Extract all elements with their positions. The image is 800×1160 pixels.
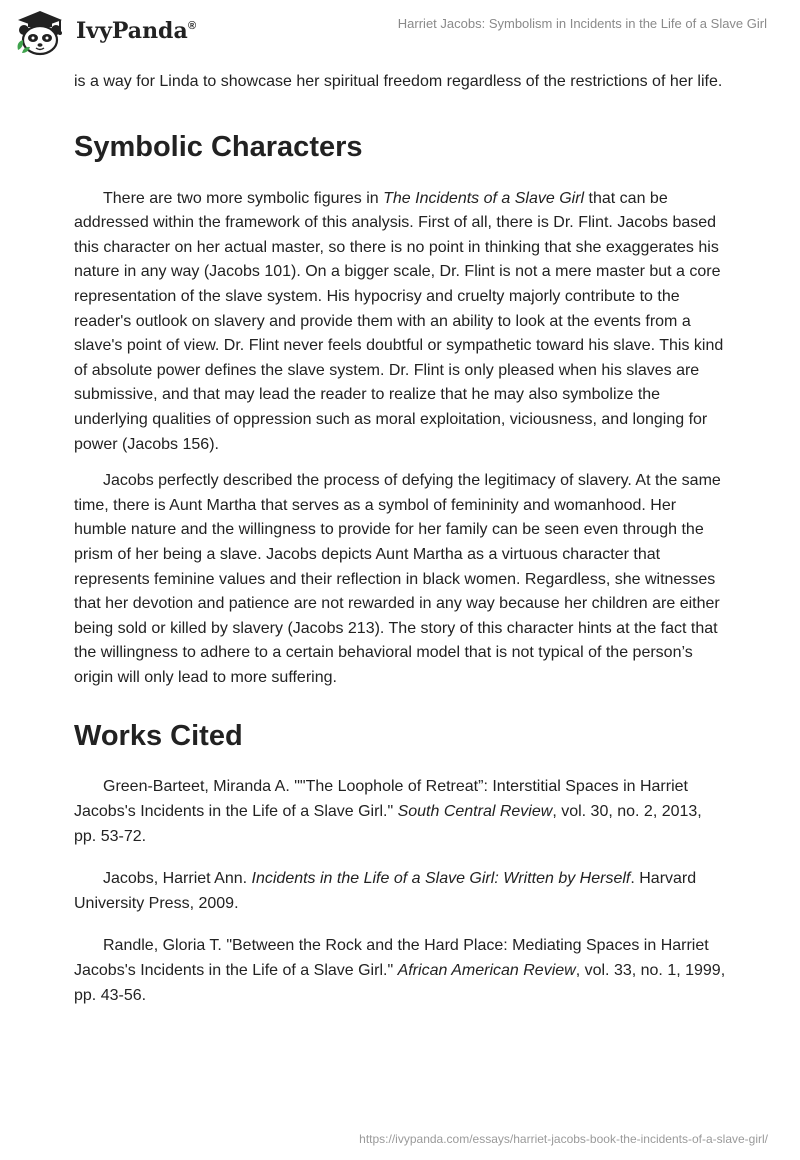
essay-content [74, 70, 726, 1026]
citation-text: , vol. 33, no. 1, 1999, pp. 43-56. [74, 962, 726, 1004]
intro-paragraph: is a way for Linda to showcase her spiritual freedom regardless of the restrictions of her life. [74, 73, 723, 90]
page-header [0, 0, 800, 64]
brand-name: IvyPanda [76, 18, 188, 44]
citation-source-italic: South Central Review [397, 803, 553, 821]
works-cited-entry [74, 775, 726, 849]
registered-mark: ® [188, 20, 197, 32]
heading-works-cited: Works Cited [74, 720, 243, 753]
works-cited-entry [74, 934, 726, 1008]
citation-source-italic: African American Review [397, 962, 576, 980]
text-run: that can be addressed within the framework of this analysis. First of all, there is Dr. Flint. Jacobs based this character on her actual master, so there is no point in thinking that she exaggerates his nature in any way (Jacobs 101). On a bigger scale, Dr. Flint is not a mere master but a core representation of the slave system. His hypocrisy and cruelty majorly contribute to the reader's outlook on slavery and provide them with an ability to look at the events from a slave's point of view. Dr. Flint never feels doubtful or sympathetic toward his slave. This kind of absolute power defines the slave system. Dr. Flint is only pleased when his slaves are submissive, and that may lead the reader to realize that he may also symbolize the underlying qualities of oppression such as moral exploitation, viciousness, and longing for power (Jacobs 156). [74, 189, 724, 453]
works-cited-entry [74, 867, 726, 916]
book-title-italic: The Incidents of a Slave Girl [383, 189, 585, 207]
text-run: There are two more symbolic figures in [103, 189, 384, 207]
paragraph-dr-flint [74, 187, 726, 458]
citation-source-italic: Incidents in the Life of a Slave Girl: Written by Herself [251, 870, 631, 888]
document-title: Harriet Jacobs: Symbolism in Incidents in the Life of a Slave Girl [397, 16, 767, 31]
ivypanda-logo[interactable] [14, 6, 214, 56]
panda-icon [14, 6, 70, 56]
citation-text: , vol. 30, no. 2, 2013, pp. 53-72. [74, 803, 702, 845]
source-url-link[interactable]: https://ivypanda.com/essays/harriet-jacobs-book-the-incidents-of-a-slave-girl/ [359, 1132, 768, 1146]
citation-text: Green-Barteet, Miranda A. ""The Loophole of Retreat”: Interstitial Spaces in Harriet Jacobs's Incidents in the Life of a Slave Girl." [74, 778, 688, 821]
citation-text: Jacobs, Harriet Ann. [103, 870, 252, 888]
citation-text: Randle, Gloria T. "Between the Rock and the Hard Place: Mediating Spaces in Harriet Jacobs's Incidents in the Life of a Slave Girl." [74, 937, 709, 980]
heading-symbolic-characters: Symbolic Characters [74, 130, 363, 163]
paragraph-aunt-martha: Jacobs perfectly described the process of defying the legitimacy of slavery. At the same time, there is Aunt Martha that serves as a symbol of femininity and womanhood. Her humble nature and the willingness to provide for her family can be seen even through the prism of her being a slave. Jacobs depicts Aunt Martha as a virtuous character that represents feminine values and their reflection in black women. Regardless, she witnesses that her devotion and patience are not rewarded in any way because her children are either being sold or killed by slavery (Jacobs 213). The story of this character hints at the fact that the willingness to adhere to a certain behavioral model that is not typical of the person’s origin will only lead to more suffering. [74, 472, 721, 686]
citation-text: . Harvard University Press, 2009. [74, 870, 697, 912]
